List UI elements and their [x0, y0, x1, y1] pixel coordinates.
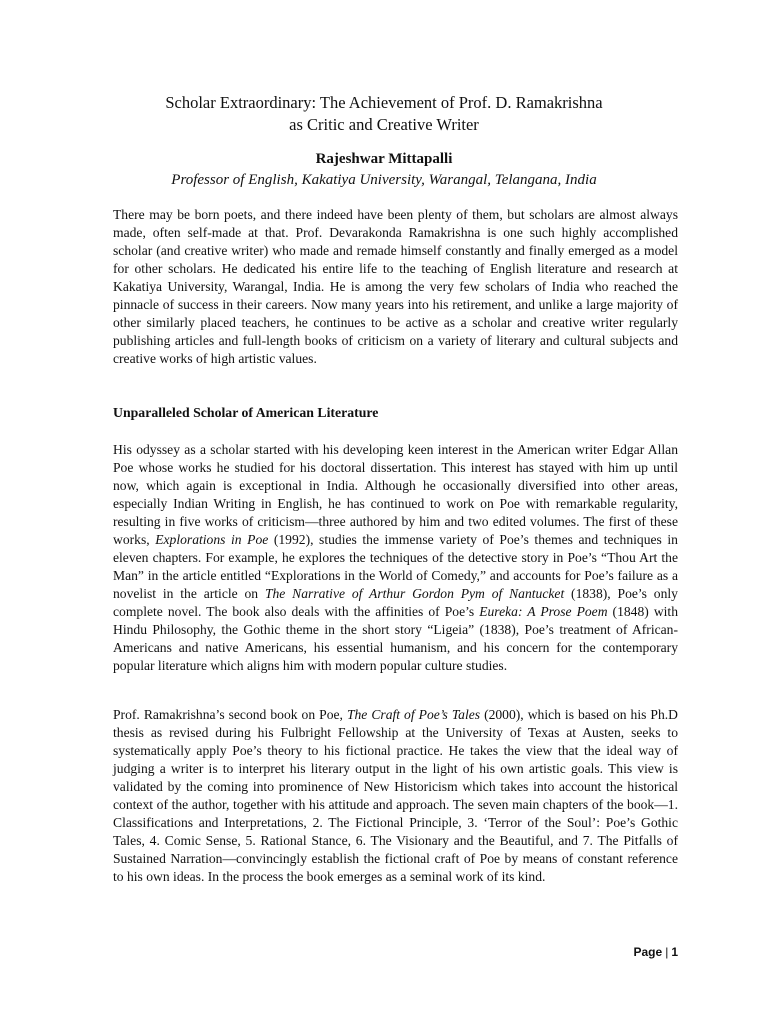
document-title	[60, 92, 708, 136]
book-title: The Craft of Poe’s Tales	[346, 707, 481, 722]
body-paragraph-poe-explorations	[113, 441, 678, 675]
title-line-1: Scholar Extraordinary: The Achievement of Prof. D. Ramakrishna	[165, 93, 603, 112]
author-affiliation: Professor of English, Kakatiya University, Warangal, Telangana, India	[171, 172, 597, 188]
paragraph-text: (1848) with Hindu Philosophy, the Gothic theme in the short story “Ligeia” (1838), Poe’s treatment of African-Americans and native Americans, his essential humanism, and his concern for the contemporary popular literature which aligns him with modern popular culture studies.	[113, 604, 678, 673]
paragraph-text: Prof. Ramakrishna’s second book on Poe,	[113, 707, 347, 722]
paragraph-text: (1838), Poe’s only complete novel. The book also deals with the affinities of Poe’s	[113, 586, 678, 619]
book-title: Explorations in Poe	[155, 532, 269, 547]
paragraph-text: (1992), studies the immense variety of Poe’s themes and techniques in eleven chapters. For example, he explores the techniques of the detective story in Poe’s “Thou Art the Man” in the article entitled “Explorations in the World of Comedy,” and accounts for Poe’s failure as a novelist in the article on	[113, 532, 678, 601]
intro-paragraph: There may be born poets, and there indeed have been plenty of them, but scholars are almost always made, often self-made at that. Prof. Devarakonda Ramakrishna is one such highly accomplished scholar (and creative writer) who made and remade himself constantly and finally emerged as a model for other scholars. He dedicated his entire life to the teaching of English literature and research at Kakatiya University, Warangal, India. He is among the very few scholars of India who reached the pinnacle of success in their careers. Now many years into his retirement, and unlike a large majority of other similarly placed teachers, he continues to be active as a scholar and creative writer regularly publishing articles and full-length books of criticism on a variety of literary and cultural subjects and creative works of high artistic values.	[113, 207, 678, 366]
paragraph-text: His odyssey as a scholar started with his developing keen interest in the American writer Edgar Allan Poe whose works he studied for his doctoral dissertation. This interest has stayed with him up until now, which again is exceptional in India. Although he occasionally diversified into other areas, especially Indian Writing in English, he has continued to work on Poe with remarkable regularity, resulting in five works of criticism—three authored by him and two edited volumes. The first of these works,	[113, 442, 678, 547]
section-heading: Unparalleled Scholar of American Literature	[113, 405, 379, 420]
book-title: Eureka: A Prose Poem	[479, 604, 608, 619]
author-name: Rajeshwar Mittapalli	[315, 151, 453, 167]
page-footer	[634, 944, 679, 960]
title-line-2: as Critic and Creative Writer	[289, 115, 479, 134]
page-label: Page	[633, 945, 663, 959]
body-paragraph-craft-of-poe	[113, 706, 678, 886]
page-number: 1	[671, 945, 678, 959]
page-separator: |	[665, 945, 669, 959]
paragraph-text: (2000), which is based on his Ph.D thesis as revised during his Fulbright Fellowship at the University of Texas at Austen, seeks to systematically apply Poe’s theory to his fictional practice. He takes the view that the ideal way of judging a writer is to interpret his literary output in the light of his own artistic goals. This view is validated by the coming into prominence of New Historicism which takes into account the historical context of the author, together with his attitude and approach. The seven main chapters of the book—1. Classifications and Interpretations, 2. The Fictional Principle, 3. ‘Terror of the Soul’: Poe’s Gothic Tales, 4. Comic Sense, 5. Rational Stance, 6. The Visionary and the Beautiful, and 7. The Pitfalls of Sustained Narration—convincingly establish the fictional craft of Poe by means of constant reference to his own ideas. In the process the book emerges as a seminal work of its kind.	[113, 707, 679, 884]
book-title: The Narrative of Arthur Gordon Pym of Nantucket	[264, 586, 565, 601]
